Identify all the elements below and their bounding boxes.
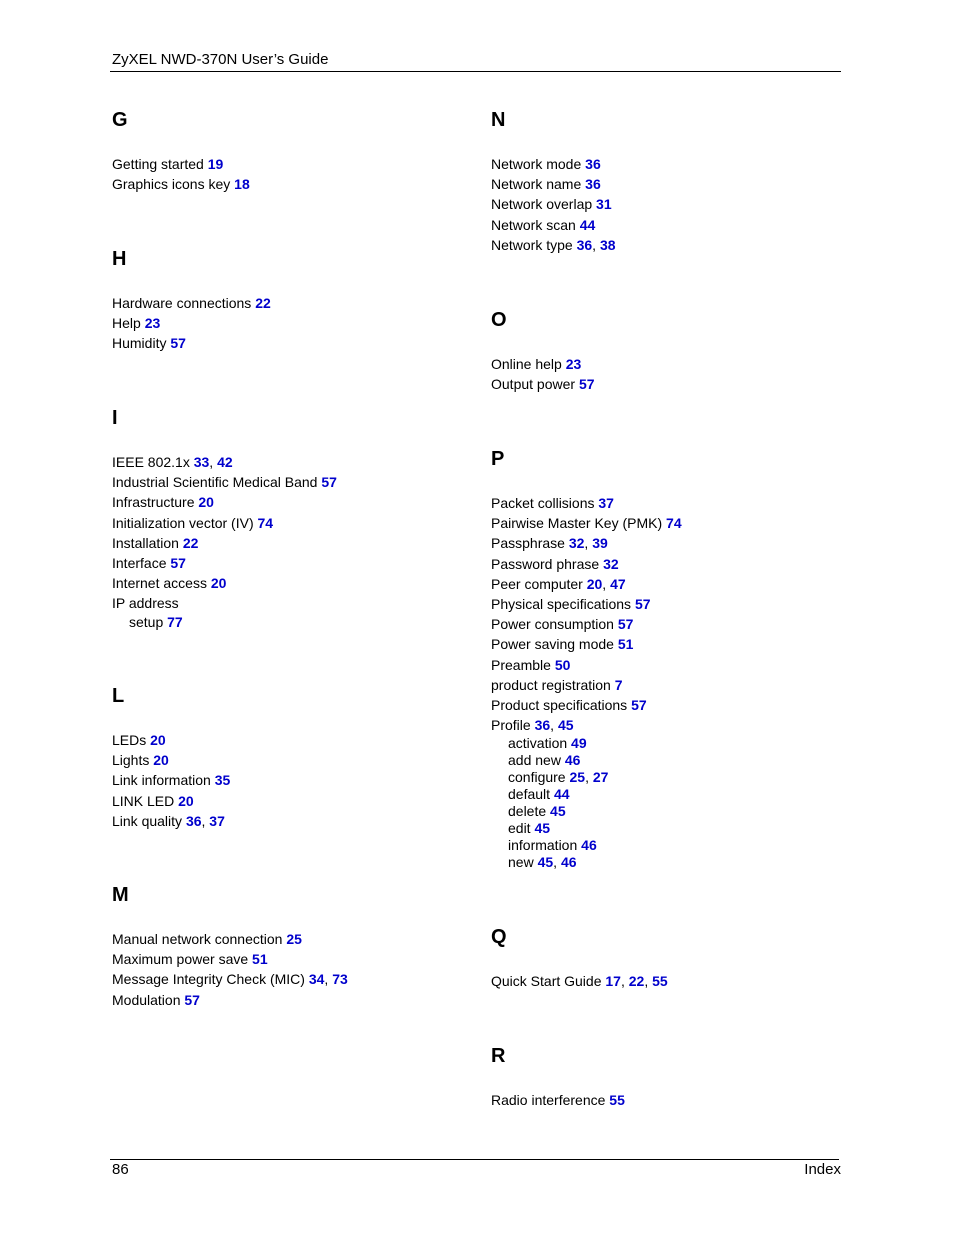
index-term: Network type bbox=[491, 236, 573, 253]
page-link[interactable]: 36 bbox=[576, 236, 593, 253]
index-entry: Peer computer 20, 47 bbox=[491, 575, 626, 592]
page-link[interactable]: 74 bbox=[666, 515, 682, 532]
header-title: ZyXEL NWD-370N User’s Guide bbox=[112, 51, 329, 68]
index-term: Infrastructure bbox=[112, 494, 195, 511]
index-subentry bbox=[491, 820, 682, 837]
index-term: Initialization vector (IV) bbox=[112, 514, 254, 531]
index-entry bbox=[491, 695, 682, 715]
page-link[interactable]: 35 bbox=[214, 772, 231, 789]
page-link[interactable]: 38 bbox=[599, 236, 616, 253]
page-link[interactable]: 25 bbox=[569, 769, 586, 786]
index-term: Hardware connections bbox=[112, 295, 252, 311]
index-entry bbox=[112, 791, 230, 811]
index-section-q bbox=[491, 925, 668, 991]
page-link[interactable]: 22 bbox=[255, 295, 271, 311]
index-entry bbox=[112, 770, 230, 790]
index-entry bbox=[112, 949, 348, 969]
index-term: Industrial Scientific Medical Band bbox=[112, 474, 318, 491]
index-term: Network overlap bbox=[491, 196, 593, 213]
page-link[interactable]: 50 bbox=[554, 656, 571, 673]
index-entry bbox=[491, 374, 595, 394]
page-link[interactable]: 45 bbox=[557, 717, 574, 734]
index-entries bbox=[112, 452, 337, 631]
page-link[interactable]: 73 bbox=[332, 971, 348, 988]
index-section-n bbox=[491, 108, 616, 255]
index-term: Output power bbox=[491, 376, 576, 393]
page-link[interactable]: 57 bbox=[631, 697, 647, 714]
index-term: Packet collisions bbox=[491, 495, 595, 511]
index-term: Link quality bbox=[112, 812, 183, 829]
page-link[interactable]: 34 bbox=[308, 971, 325, 988]
index-subentry: new 45, 46 bbox=[508, 854, 577, 871]
index-term: Network mode bbox=[491, 156, 582, 172]
index-entry bbox=[112, 750, 230, 770]
page-link[interactable]: 45 bbox=[550, 803, 566, 820]
index-entry bbox=[112, 553, 337, 573]
index-entry: Quick Start Guide 17, 22, 55 bbox=[491, 973, 668, 989]
section-letter: H bbox=[112, 248, 127, 270]
page-link[interactable]: 23 bbox=[144, 315, 161, 332]
index-term: IP address bbox=[112, 595, 179, 612]
index-subterm: configure bbox=[508, 769, 566, 786]
page-link[interactable]: 57 bbox=[578, 376, 595, 393]
index-entries bbox=[491, 354, 595, 394]
page-link[interactable]: 57 bbox=[634, 596, 651, 613]
footer-section-name: Index bbox=[804, 1161, 841, 1178]
page-link[interactable]: 55 bbox=[609, 1092, 625, 1108]
page-link[interactable]: 20 bbox=[150, 732, 166, 748]
page-link[interactable]: 74 bbox=[257, 514, 274, 531]
index-entry bbox=[491, 154, 616, 174]
page-link[interactable]: 49 bbox=[571, 735, 587, 752]
index-term: Profile bbox=[491, 717, 531, 734]
page-link[interactable]: 44 bbox=[553, 786, 570, 803]
index-entry bbox=[112, 990, 348, 1010]
index-subentry bbox=[112, 614, 337, 631]
index-section-g bbox=[112, 108, 250, 194]
index-entry bbox=[112, 492, 337, 512]
section-letter: Q bbox=[491, 926, 507, 948]
index-term: Network name bbox=[491, 176, 582, 193]
index-term: Online help bbox=[491, 356, 562, 372]
page-number: 86 bbox=[112, 1161, 129, 1178]
index-entry: Message Integrity Check (MIC) 34, 73 bbox=[112, 971, 348, 988]
page-link[interactable]: 22 bbox=[182, 534, 199, 551]
page-link[interactable]: 37 bbox=[209, 812, 225, 829]
index-entry bbox=[491, 675, 682, 695]
page-link[interactable]: 57 bbox=[184, 991, 200, 1008]
index-term: Lights bbox=[112, 752, 150, 769]
index-term: Humidity bbox=[112, 335, 167, 352]
page-link[interactable]: 32 bbox=[568, 535, 585, 552]
section-letter: G bbox=[112, 109, 128, 131]
page-link[interactable]: 39 bbox=[592, 535, 608, 552]
index-term: Quick Start Guide bbox=[491, 973, 602, 989]
page-link[interactable]: 20 bbox=[210, 575, 227, 592]
index-entry bbox=[491, 1090, 625, 1110]
index-section-p bbox=[491, 447, 682, 871]
index-term: Passphrase bbox=[491, 535, 565, 552]
index-term: Internet access bbox=[112, 575, 207, 592]
index-section-h bbox=[112, 247, 271, 354]
index-subentry bbox=[491, 786, 682, 803]
index-term: Pairwise Master Key (PMK) bbox=[491, 515, 663, 532]
index-section-i bbox=[112, 406, 337, 631]
page-link[interactable]: 57 bbox=[617, 616, 634, 633]
index-term: Power saving mode bbox=[491, 636, 614, 653]
index-entry bbox=[491, 513, 682, 533]
index-entry bbox=[112, 593, 337, 630]
page-link[interactable]: 27 bbox=[592, 769, 609, 786]
index-entry bbox=[112, 730, 230, 750]
header-rule bbox=[110, 71, 841, 72]
index-entry: Network type 36, 38 bbox=[491, 236, 616, 253]
index-term: Peer computer bbox=[491, 575, 583, 592]
section-letter: I bbox=[112, 407, 118, 429]
section-letter: M bbox=[112, 884, 129, 906]
index-term: Physical specifications bbox=[491, 596, 632, 613]
index-entry: Profile 36, 45 activation 49 add new 46 configure 25, 27 default 44 delete 45 edit 45 information 46 new 45, 46 bbox=[491, 715, 682, 871]
index-term: Modulation bbox=[112, 991, 181, 1008]
page-link[interactable]: 33 bbox=[193, 454, 210, 470]
page-link[interactable]: 32 bbox=[603, 555, 619, 572]
index-section-r bbox=[491, 1044, 625, 1110]
index-entries bbox=[491, 1090, 625, 1110]
page-link[interactable]: 20 bbox=[198, 494, 214, 511]
index-term: Link information bbox=[112, 772, 211, 789]
page-link[interactable]: 36 bbox=[585, 156, 601, 172]
index-subentry bbox=[491, 752, 682, 769]
index-entry bbox=[491, 594, 682, 614]
index-entry bbox=[112, 513, 337, 533]
index-section-m bbox=[112, 883, 348, 1010]
page-link[interactable]: 57 bbox=[321, 474, 337, 491]
index-entry: Passphrase 32, 39 bbox=[491, 535, 608, 552]
index-subentry bbox=[491, 803, 682, 820]
index-entry bbox=[112, 533, 337, 553]
index-entry bbox=[491, 174, 616, 194]
index-subterm: information bbox=[508, 837, 578, 854]
index-term: LINK LED bbox=[112, 792, 175, 809]
index-term: LEDs bbox=[112, 732, 147, 748]
page-link[interactable]: 51 bbox=[617, 636, 634, 653]
page-link[interactable]: 23 bbox=[565, 356, 582, 372]
index-term: Password phrase bbox=[491, 555, 600, 572]
index-entry bbox=[491, 493, 682, 513]
section-letter: L bbox=[112, 685, 125, 707]
index-entry bbox=[112, 293, 271, 313]
page-link[interactable]: 42 bbox=[217, 454, 233, 470]
index-term: Graphics icons key bbox=[112, 176, 231, 193]
index-subterm: add new bbox=[508, 752, 561, 769]
index-subentry bbox=[491, 735, 682, 752]
index-subterm: delete bbox=[508, 803, 547, 820]
footer-rule bbox=[110, 1159, 839, 1160]
page-link[interactable]: 55 bbox=[652, 973, 668, 989]
page-link[interactable]: 19 bbox=[207, 156, 224, 172]
page-link[interactable]: 46 bbox=[564, 752, 581, 769]
page-link[interactable]: 20 bbox=[153, 752, 169, 769]
index-entry bbox=[491, 194, 616, 214]
page-link[interactable]: 45 bbox=[534, 820, 551, 837]
index-subentry bbox=[491, 837, 682, 854]
section-letter: R bbox=[491, 1045, 506, 1067]
index-entry bbox=[491, 655, 682, 675]
index-term: Installation bbox=[112, 534, 179, 551]
index-term: Power consumption bbox=[491, 616, 614, 633]
page-link[interactable]: 47 bbox=[610, 575, 626, 592]
index-subterm: default bbox=[508, 786, 551, 803]
page-link[interactable]: 46 bbox=[560, 854, 577, 871]
index-entries bbox=[112, 730, 230, 831]
page-link[interactable]: 31 bbox=[596, 196, 612, 213]
index-term: Product specifications bbox=[491, 697, 628, 714]
page-link[interactable]: 51 bbox=[252, 951, 268, 968]
index-entry bbox=[112, 313, 271, 333]
page-link[interactable]: 36 bbox=[185, 812, 202, 829]
index-entry bbox=[112, 929, 348, 949]
section-letter: O bbox=[491, 309, 507, 331]
section-letter: P bbox=[491, 448, 505, 470]
index-term: IEEE 802.1x bbox=[112, 454, 190, 470]
index-section-l bbox=[112, 684, 230, 831]
page-link[interactable]: 44 bbox=[579, 216, 596, 233]
page-link[interactable]: 36 bbox=[534, 717, 551, 734]
index-term: Radio interference bbox=[491, 1092, 606, 1108]
index-entries bbox=[491, 154, 616, 255]
page-link[interactable]: 7 bbox=[614, 676, 623, 693]
page-link[interactable]: 20 bbox=[586, 575, 603, 592]
index-entry: Link quality 36, 37 bbox=[112, 812, 225, 829]
index-term: Message Integrity Check (MIC) bbox=[112, 971, 305, 988]
index-entry bbox=[491, 354, 595, 374]
index-entries bbox=[112, 929, 348, 1010]
section-letter: N bbox=[491, 109, 506, 131]
index-section-o bbox=[491, 308, 595, 394]
index-entries bbox=[491, 971, 668, 991]
index-entries bbox=[491, 493, 682, 871]
index-term: Maximum power save bbox=[112, 951, 249, 968]
page-link[interactable]: 45 bbox=[537, 854, 554, 871]
page-link[interactable]: 37 bbox=[598, 495, 614, 511]
index-entry bbox=[112, 333, 271, 353]
page-link[interactable]: 77 bbox=[167, 613, 183, 630]
index-term: Interface bbox=[112, 555, 167, 572]
page-link[interactable]: 22 bbox=[628, 973, 645, 989]
page-link[interactable]: 46 bbox=[581, 837, 597, 854]
index-term: Help bbox=[112, 315, 141, 332]
index-subentry: configure 25, 27 bbox=[508, 769, 609, 786]
index-subterm: activation bbox=[508, 735, 568, 752]
index-subterm: new bbox=[508, 854, 534, 871]
index-entry bbox=[491, 215, 616, 235]
index-entries bbox=[112, 293, 271, 354]
index-term: Preamble bbox=[491, 656, 551, 673]
index-term: Manual network connection bbox=[112, 931, 283, 947]
index-subterm: setup bbox=[129, 613, 164, 630]
page-link[interactable]: 57 bbox=[170, 555, 186, 572]
page-link[interactable]: 17 bbox=[605, 973, 621, 989]
index-entry bbox=[112, 573, 337, 593]
page-link[interactable]: 20 bbox=[178, 792, 194, 809]
index-entries bbox=[112, 154, 250, 194]
page-link[interactable]: 18 bbox=[234, 176, 250, 193]
index-entry bbox=[491, 614, 682, 634]
index-entry bbox=[112, 472, 337, 492]
index-term: product registration bbox=[491, 676, 611, 693]
index-term: Network scan bbox=[491, 216, 576, 233]
index-entry bbox=[112, 154, 250, 174]
index-term: Getting started bbox=[112, 156, 204, 172]
index-entry bbox=[112, 174, 250, 194]
index-entry bbox=[491, 634, 682, 654]
index-entry bbox=[491, 554, 682, 574]
index-entry: IEEE 802.1x 33, 42 bbox=[112, 454, 233, 470]
page-link[interactable]: 25 bbox=[286, 931, 302, 947]
page-link[interactable]: 57 bbox=[170, 335, 186, 352]
index-subterm: edit bbox=[508, 820, 531, 837]
page-link[interactable]: 36 bbox=[585, 176, 601, 193]
